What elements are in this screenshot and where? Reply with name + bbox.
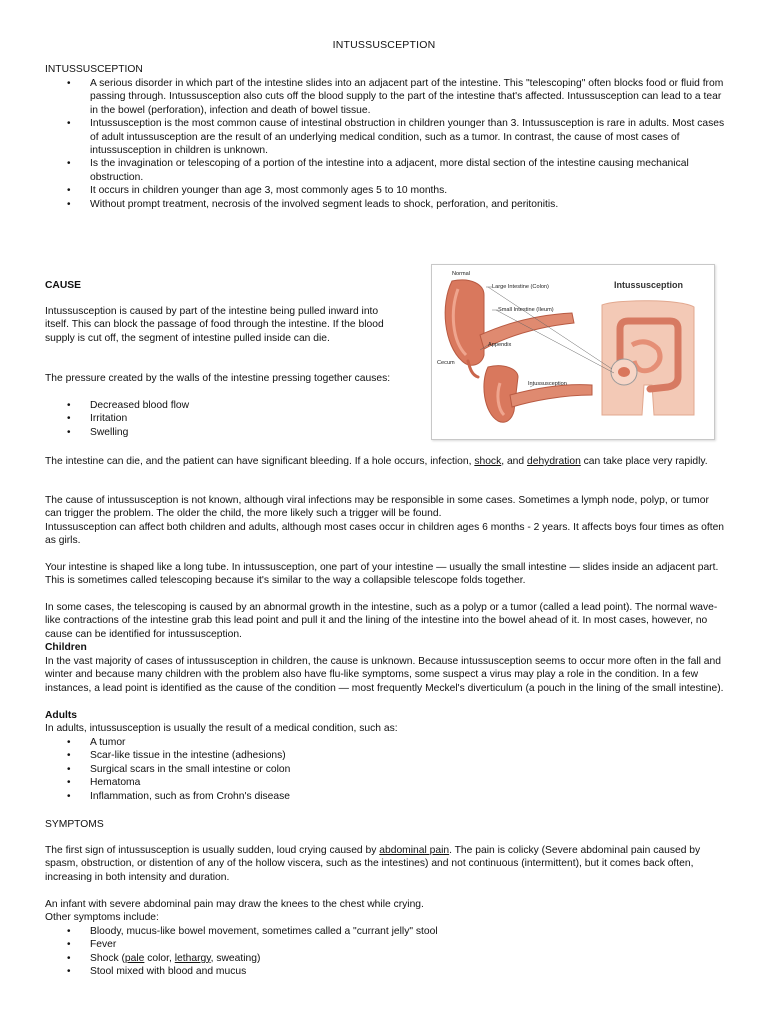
list-item: • Fever — [45, 938, 725, 951]
symptoms-list — [45, 925, 725, 979]
cause-paragraph: In some cases, the telescoping is caused by an abnormal growth in the intestine, such as a polyp or a tumor (called a lead point). The normal wave-like contractions of the intestine grab this lead point and pull it and the lining of the intestine into the bowel ahead of it. In most cases, however, no cause can be identified for intussusception. — [45, 602, 718, 640]
adults-paragraph: In adults, intussusception is usually the result of a medical condition, such as: — [45, 723, 398, 734]
intro-bullet-list — [45, 77, 725, 211]
symptoms-paragraph: An infant with severe abdominal pain may draw the knees to the chest while crying. — [45, 899, 424, 910]
document-title: INTUSSUSCEPTION — [332, 39, 436, 51]
cause-paragraph: The cause of intussusception is not known, although viral infections may be responsible in some cases. Sometimes a lymph node, polyp, or tumor can trigger the problem. The older the child, the more likely such a trigger will be found. — [45, 495, 709, 520]
list-item: • A tumor — [45, 736, 725, 749]
intro-heading: INTUSSUSCEPTION — [45, 64, 143, 75]
list-item: • Hematoma — [45, 776, 725, 789]
cause-paragraph: The pressure created by the walls of the intestine pressing together causes: — [45, 373, 391, 384]
children-heading: Children — [45, 642, 87, 653]
cause-paragraph: Intussusception can affect both children and adults, although most cases occur in children ages 6 months - 2 years. It affects boys four times as often as girls. — [45, 522, 725, 547]
abdominal-pain-link[interactable]: abdominal pain — [379, 845, 450, 856]
pale-link[interactable]: pale — [124, 952, 145, 964]
list-item: • A serious disorder in which part of the intestine slides into an adjacent part of the intestine. This "telescoping" often blocks food or fluid from passing through. Intussusception also cuts off the blood supply to the part of the intestine that's affected. Intussusception can lead to a tear in the bowel (perforation), infection and death of bowel tissue. — [45, 77, 725, 117]
list-item: • Surgical scars in the small intestine or colon — [45, 763, 725, 776]
list-item: • Decreased blood flow — [45, 399, 405, 412]
cause-paragraph: Your intestine is shaped like a long tube. In intussusception, one part of your intestine — usually the small intestine — slides inside an adjacent part. This is sometimes called telescoping because it's similar to the way a collapsible telescope folds together. — [45, 562, 719, 587]
cecum-label: Cecum — [437, 360, 455, 366]
list-item: • Without prompt treatment, necrosis of the involved segment leads to shock, perforation, and peritonitis. — [45, 198, 725, 211]
small-intestine-label: Small Intestine (Ileum) — [498, 307, 554, 313]
adults-heading: Adults — [45, 710, 78, 721]
list-item: • Scar-like tissue in the intestine (adhesions) — [45, 749, 725, 762]
symptoms-heading: SYMPTOMS — [45, 819, 104, 830]
intussusception-label: Intussusception — [528, 381, 567, 387]
list-item: • Irritation — [45, 412, 405, 425]
list-item: • Shock (pale color, lethargy, sweating) — [45, 952, 725, 965]
intussusception-figure — [431, 264, 715, 440]
list-item: • Bloody, mucus-like bowel movement, sometimes called a "currant jelly" stool — [45, 925, 725, 938]
list-item: • It occurs in children younger than age 3, most commonly ages 5 to 10 months. — [45, 184, 725, 197]
anatomy-illustration — [432, 265, 714, 439]
list-item: • Inflammation, such as from Crohn's disease — [45, 790, 725, 803]
list-item: • Stool mixed with blood and mucus — [45, 965, 725, 978]
list-item: • Is the invagination or telescoping of a portion of the intestine into a adjacent, more distal section of the intestine causing mechanical obstruction. — [45, 157, 725, 184]
symptoms-paragraph: Other symptoms include: — [45, 912, 159, 923]
symptoms-paragraph: The first sign of intussusception is usually sudden, loud crying caused by abdominal pain. The pain is colicky (Severe abdominal pain caused by spasm, obstruction, or distention of any of the hollow viscera, such as the intestines) and not continuous (intermittent), but it comes back often, increasing in both intensity and duration. — [45, 845, 701, 883]
appendix-label: Appendix — [488, 342, 512, 348]
lethargy-link[interactable]: lethargy — [174, 952, 211, 964]
list-item: • Intussusception is the most common cause of intestinal obstruction in children younger than 3. Intussusception is rare in adults. Most cases of adult intussusception are the result of an underlying medical condition, such as a tumor. In contrast, the cause of most cases of intussusception in children is unknown. — [45, 117, 725, 157]
normal-label: Normal — [452, 271, 471, 277]
adults-causes-list — [45, 736, 725, 803]
cause-heading: CAUSE — [45, 280, 82, 291]
figure-title: Intussusception — [614, 280, 684, 290]
shock-link[interactable]: shock — [474, 456, 502, 467]
list-item: • Swelling — [45, 426, 405, 439]
cause-paragraph: Intussusception is caused by part of the intestine being pulled inward into itself. This can block the passage of food through the intestine. If the blood supply is cut off, the segment of intestine pulled inside can die. — [45, 306, 384, 344]
children-paragraph: In the vast majority of cases of intussusception in children, the cause is unknown. Because intussusception seems to occur more often in the fall and winter and because many children with the problem also have flu-like symptoms, some suspect a virus may play a role in the condition. In a few instances, a lead point is identified as the cause of the condition — most frequently Meckel's diverticulum (a pouch in the lining of the small intestine). — [45, 656, 724, 694]
cause-paragraph: The intestine can die, and the patient can have significant bleeding. If a hole occurs, infection, shock, and dehydration can take place very rapidly. — [45, 456, 708, 467]
cause-effects-list — [45, 399, 405, 439]
large-intestine-label: Large Intestine (Colon) — [492, 284, 549, 290]
dehydration-link[interactable]: dehydration — [526, 456, 581, 467]
